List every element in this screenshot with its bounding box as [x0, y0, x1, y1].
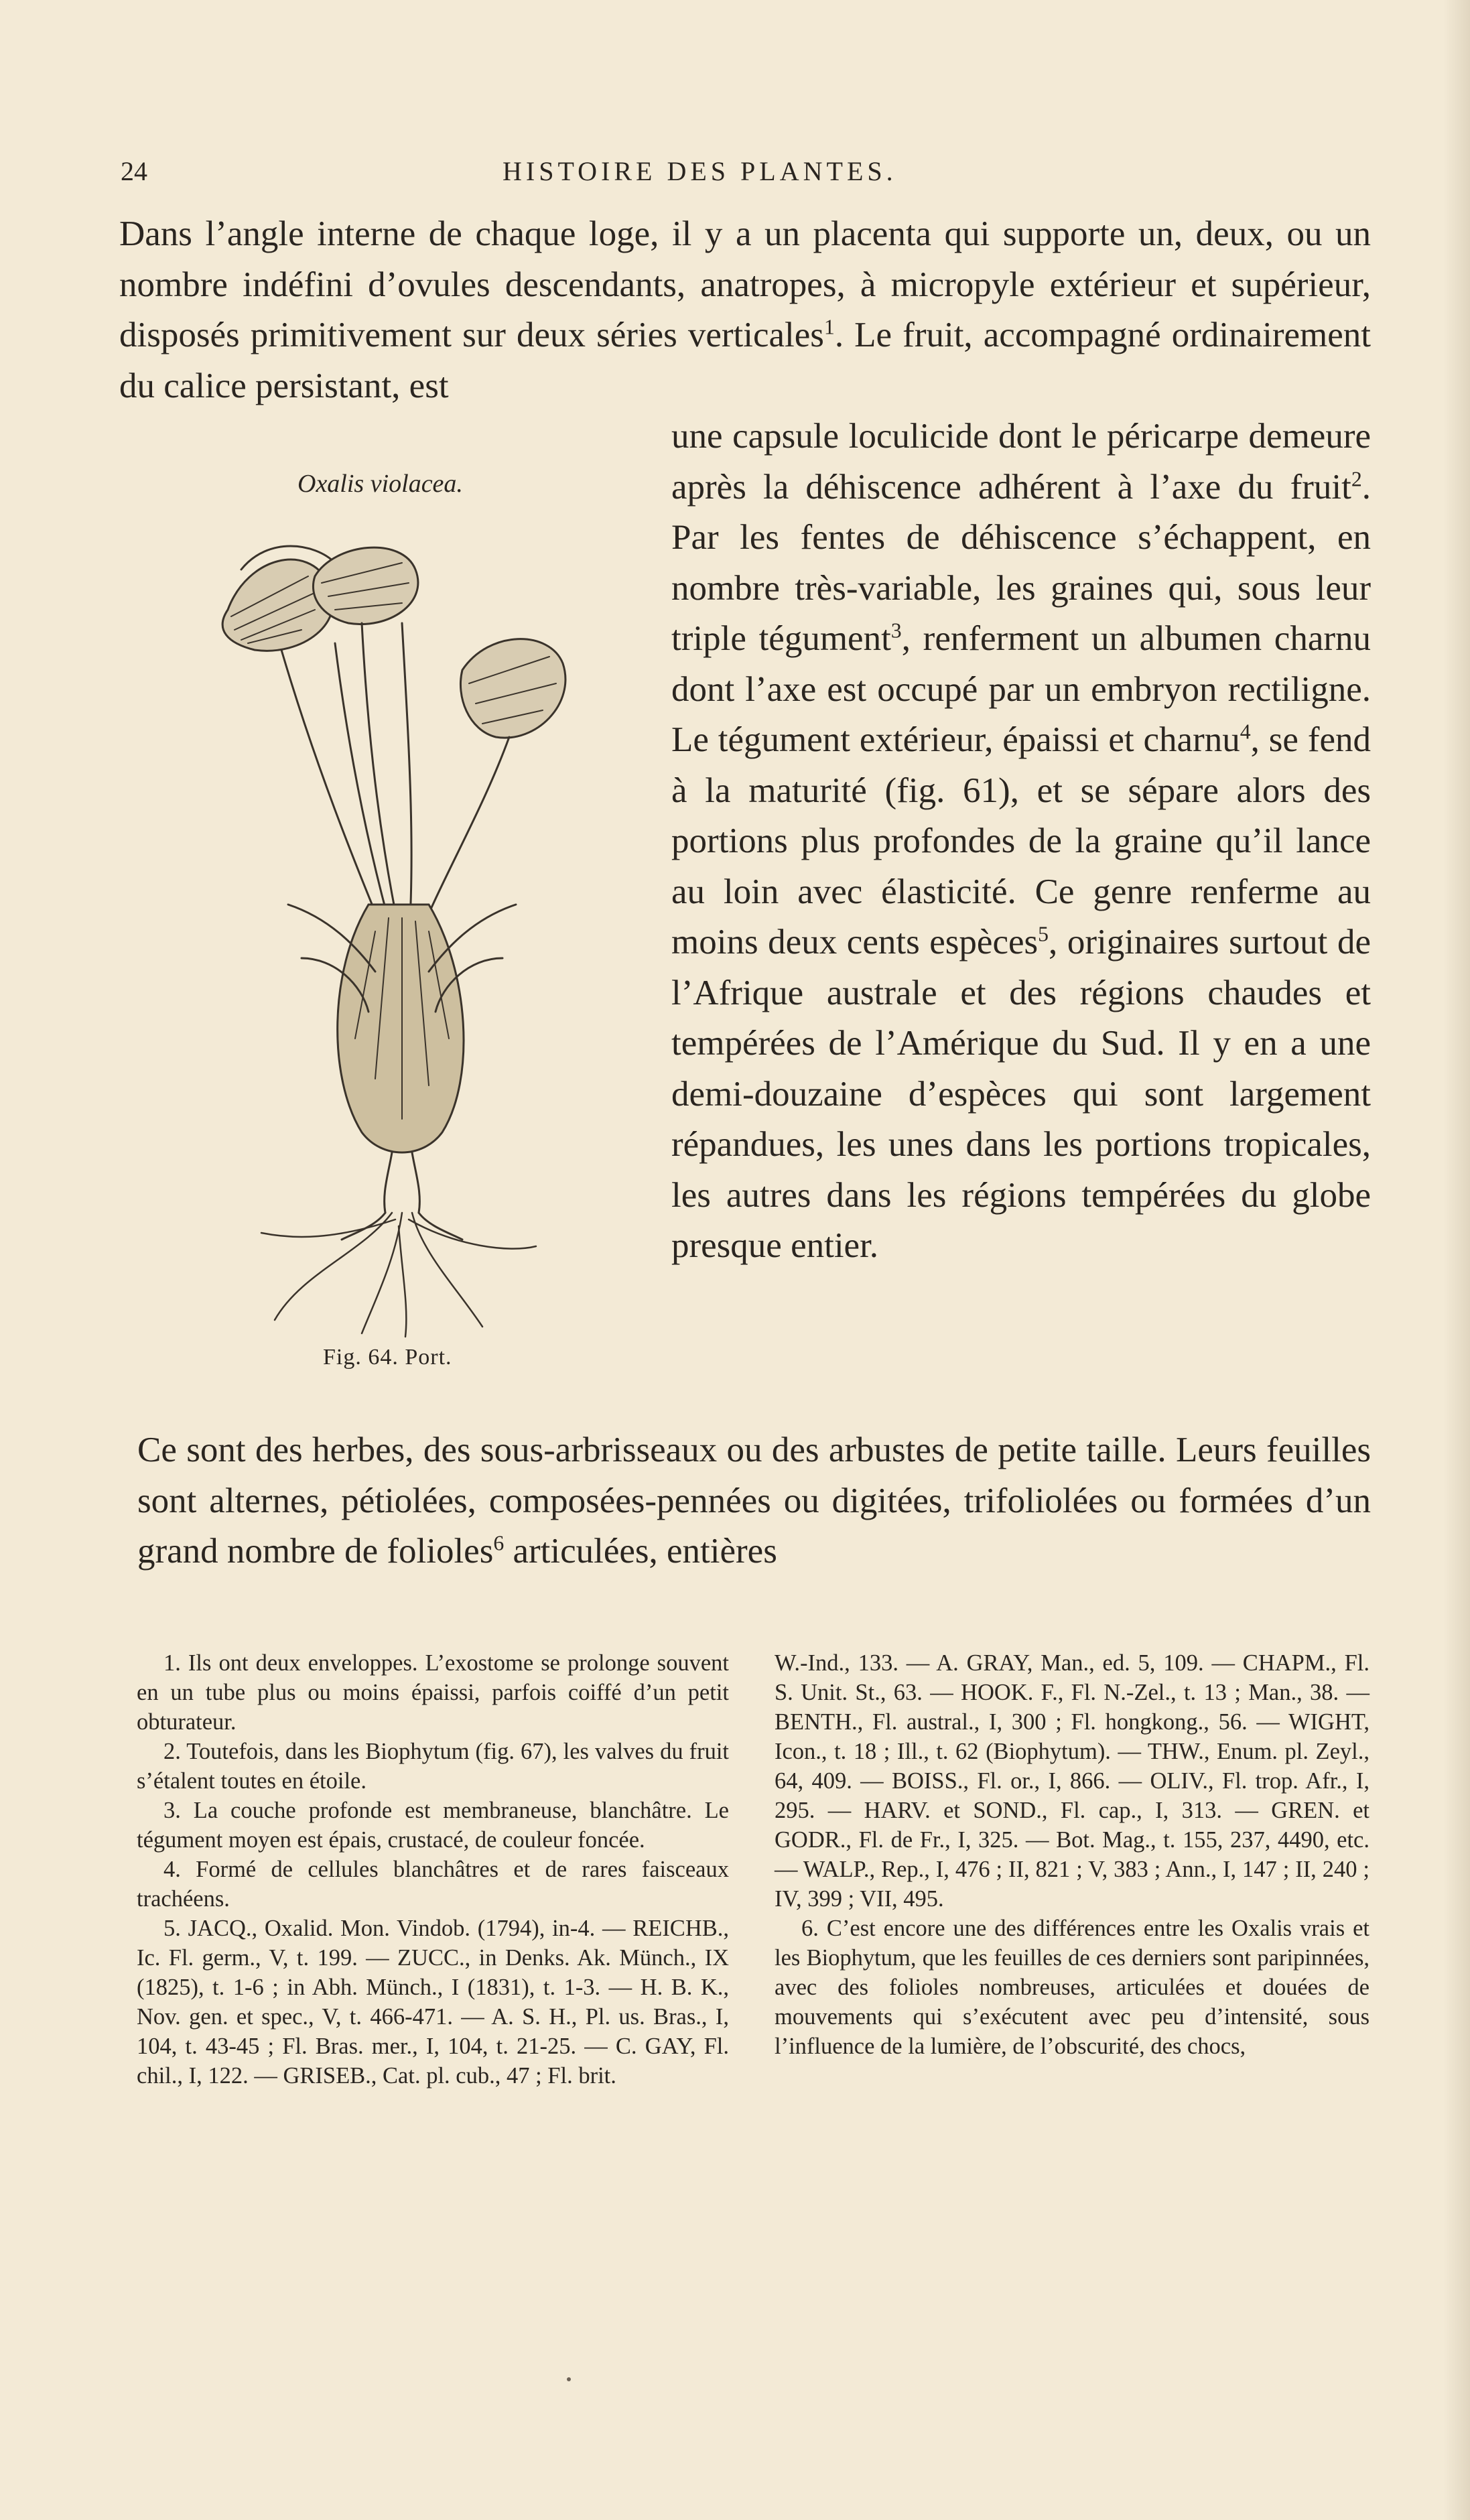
- footnote-6: 6. C’est encore une des différences entre les Oxalis vrais et les Biophytum, que les feuilles de ces derniers sont paripinnées, avec des folioles nombreuses, articulées et douées de mouvements qui s’exécutent avec peu d’intensité, sous l’influence de la lumière, de l’obscurité, des chocs,: [775, 1916, 1369, 2059]
- roots: [261, 1213, 536, 1337]
- footnote-ref-4: 4: [1240, 720, 1251, 744]
- footnotes-right-column: [775, 1648, 1369, 2061]
- figure-caption: Fig. 64. Port.: [323, 1345, 452, 1370]
- stem: [342, 1152, 462, 1240]
- footnote-ref-3: 3: [890, 618, 902, 643]
- figure-title: Oxalis violacea.: [297, 470, 463, 498]
- paragraph-bottom: Ce sont des herbes, des sous-arbrisseaux ou des arbustes de petite taille. Leurs feuilles sont alternes, pétiolées, composées-pennées ou digitées, trifoliolées ou formées d’un grand nombre de folioles$^6$ articulées, entières: [137, 1431, 1371, 1571]
- footnote-ref-2: 2: [1351, 466, 1362, 490]
- page-edge-shadow: [1443, 0, 1470, 2520]
- bulb: [288, 905, 516, 1152]
- footnote-2: 2. Toutefois, dans les Biophytum (fig. 67), les valves du fruit s’étalent toutes en étoile.: [137, 1739, 729, 1794]
- leaf-cluster-center: [313, 547, 417, 624]
- footnote-ref-5: 5: [1038, 922, 1049, 946]
- footnotes-left-column: [137, 1648, 729, 2091]
- footnote-3: 3. La couche profonde est membraneuse, blanchâtre. Le tégument moyen est épais, crustacé, de couleur foncée.: [137, 1798, 729, 1853]
- running-title: HISTOIRE DES PLANTES.: [503, 156, 897, 186]
- ink-speck: [567, 2377, 571, 2381]
- running-head: [121, 155, 1380, 196]
- oxalis-violacea-illustration: [201, 529, 630, 1340]
- footnote-ref-6: 6: [493, 1531, 505, 1555]
- plant-engraving: [201, 529, 630, 1340]
- footnote-5: 5. JACQ., Oxalid. Mon. Vindob. (1794), in-4. — REICHB., Ic. Fl. germ., V, t. 199. — ZUCC., in Denks. Ak. Münch., IX (1825), t. 1-6 ; in Abh. Münch., I (1831), t. 1-3. — H. B. K., Nov. gen. et spec., V, t. 466-471. — A. S. H., Pl. us. Bras., I, 104, t. 43-45 ; Fl. Bras. mer., I, 104, t. 21-25. — C. GAY, Fl. chil., I, 122. — GRISEB., Cat. pl. cub., 47 ; Fl. brit.: [137, 1916, 729, 2088]
- footnote-ref-1: 1: [823, 315, 835, 339]
- paragraph-right-column: une capsule loculicide dont le péricarpe demeure après la déhiscence adhérent à l’axe du fruit$^2$. Par les fentes de déhiscence s’échappent, en nombre très-variable, les graines qui, sous leur triple tégument$^3$, renferment un albumen charnu dont l’axe est occupé par un embryon rectiligne. Le tégument extérieur, épaissi et charnu$^4$, se fend à la maturité (fig. 61), et se sépare alors des portions plus profondes de la graine qu’il lance au loin avec élasticité. Ce genre renferme au moins deux cents espèces$^5$, originaires surtout de l’Afrique australe et des régions chaudes et tempérées de l’Amérique du Sud. Il y en a une demi-douzaine d’espèces qui sont largement répandues, les unes dans les portions tropicales, les autres dans les régions tempérées du globe presque entier.: [671, 417, 1371, 1265]
- footnote-5-continued: W.-Ind., 133. — A. GRAY, Man., ed. 5, 109. — CHAPM., Fl. S. Unit. St., 63. — HOOK. F., Fl. N.-Zel., t. 13 ; Man., 38. — BENTH., Fl. austral., I, 300 ; Fl. hongkong., 56. — WIGHT, Icon., t. 18 ; Ill., t. 62 (Biophytum). — THW., Enum. pl. Zeyl., 64, 409. — BOISS., Fl. or., I, 866. — OLIV., Fl. trop. Afr., I, 295. — HARV. et SOND., Fl. cap., I, 313. — GREN. et GODR., Fl. de Fr., I, 325. — Bot. Mag., t. 155, 237, 4490, etc. — WALP., Rep., I, 476 ; II, 821 ; V, 383 ; Ann., I, 147 ; II, 240 ; IV, 399 ; VII, 495.: [775, 1650, 1369, 1912]
- leaf-cluster-right: [460, 639, 565, 738]
- footnote-4: 4. Formé de cellules blanchâtres et de rares faisceaux trachéens.: [137, 1857, 729, 1912]
- page-number: 24: [121, 156, 147, 186]
- footnote-1: 1. Ils ont deux enveloppes. L’exostome se prolonge souvent en un tube plus ou moins épaissi, parfois coiffé d’un petit obturateur.: [137, 1650, 729, 1735]
- paragraph-top: Dans l’angle interne de chaque loge, il y a un placenta qui supporte un, deux, ou un nombre indéfini d’ovules descendants, anatropes, à micropyle extérieur et supérieur, disposés primitivement sur deux séries verticales$^1$. Le fruit, accompagné ordinairement du calice persistant, est: [119, 214, 1371, 405]
